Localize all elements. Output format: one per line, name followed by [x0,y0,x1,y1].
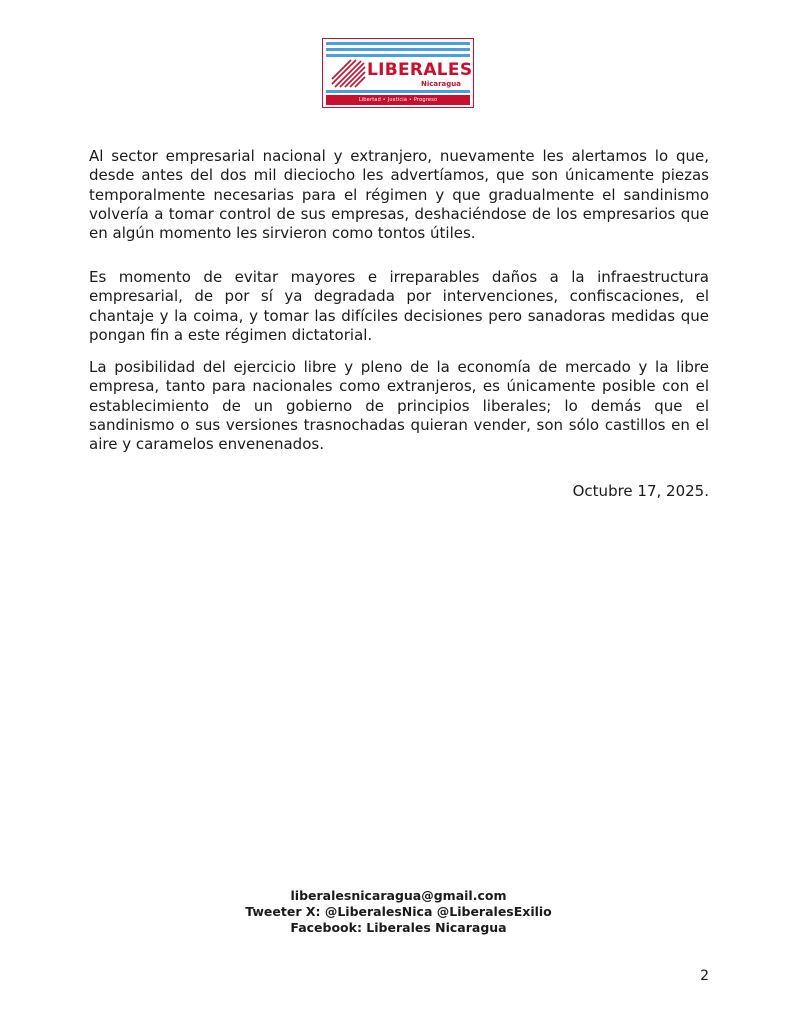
footer-contact [0,888,789,936]
paragraph-3: La posibilidad del ejercicio libre y pleno de la economía de mercado y la libre empresa, tanto para nacionales como extranjeros, es únicamente posible con el establecimiento de un gobierno de principios liberales; lo demás que el sandinismo o sus versiones trasnochadas quieran vender, son sólo castillos en el aire y caramelos envenenados. [89,358,709,454]
logo-stripe [326,90,470,93]
footer-twitter: Tweeter X: @LiberalesNica @LiberalesExilio [245,904,552,919]
paragraph-2: Es momento de evitar mayores e irreparables daños a la infraestructura empresarial, de por sí ya degradada por intervenciones, confiscaciones, el chantaje y la coima, y tomar las difíciles decisiones pero sanadoras medidas que pongan fin a este régimen dictatorial. [89,268,709,344]
liberales-logo [322,38,474,108]
logo-stripe [326,48,470,51]
logo-mark-icon [331,59,367,89]
footer-facebook: Facebook: Liberales Nicaragua [290,920,507,935]
paragraph-1: Al sector empresarial nacional y extranjero, nuevamente les alertamos lo que, desde antes del dos mil dieciocho les advertíamos, que son únicamente piezas temporalmente necesarias para el régimen y que gradualmente el sandinismo volvería a tomar control de sus empresas, deshaciéndose de los empresarios que en algún momento les sirvieron como tontos útiles. [89,147,709,243]
logo-subtitle: Nicaragua [420,80,461,88]
footer-email: liberalesnicaragua@gmail.com [290,888,507,903]
logo-tagline: Libertad • Justicia • Progreso [326,95,470,105]
document-date: Octubre 17, 2025. [572,482,709,500]
logo-stripe [326,54,470,57]
logo-brand-text: LIBERALES [367,60,473,80]
page-number: 2 [700,968,709,984]
logo-stripe [326,42,470,45]
